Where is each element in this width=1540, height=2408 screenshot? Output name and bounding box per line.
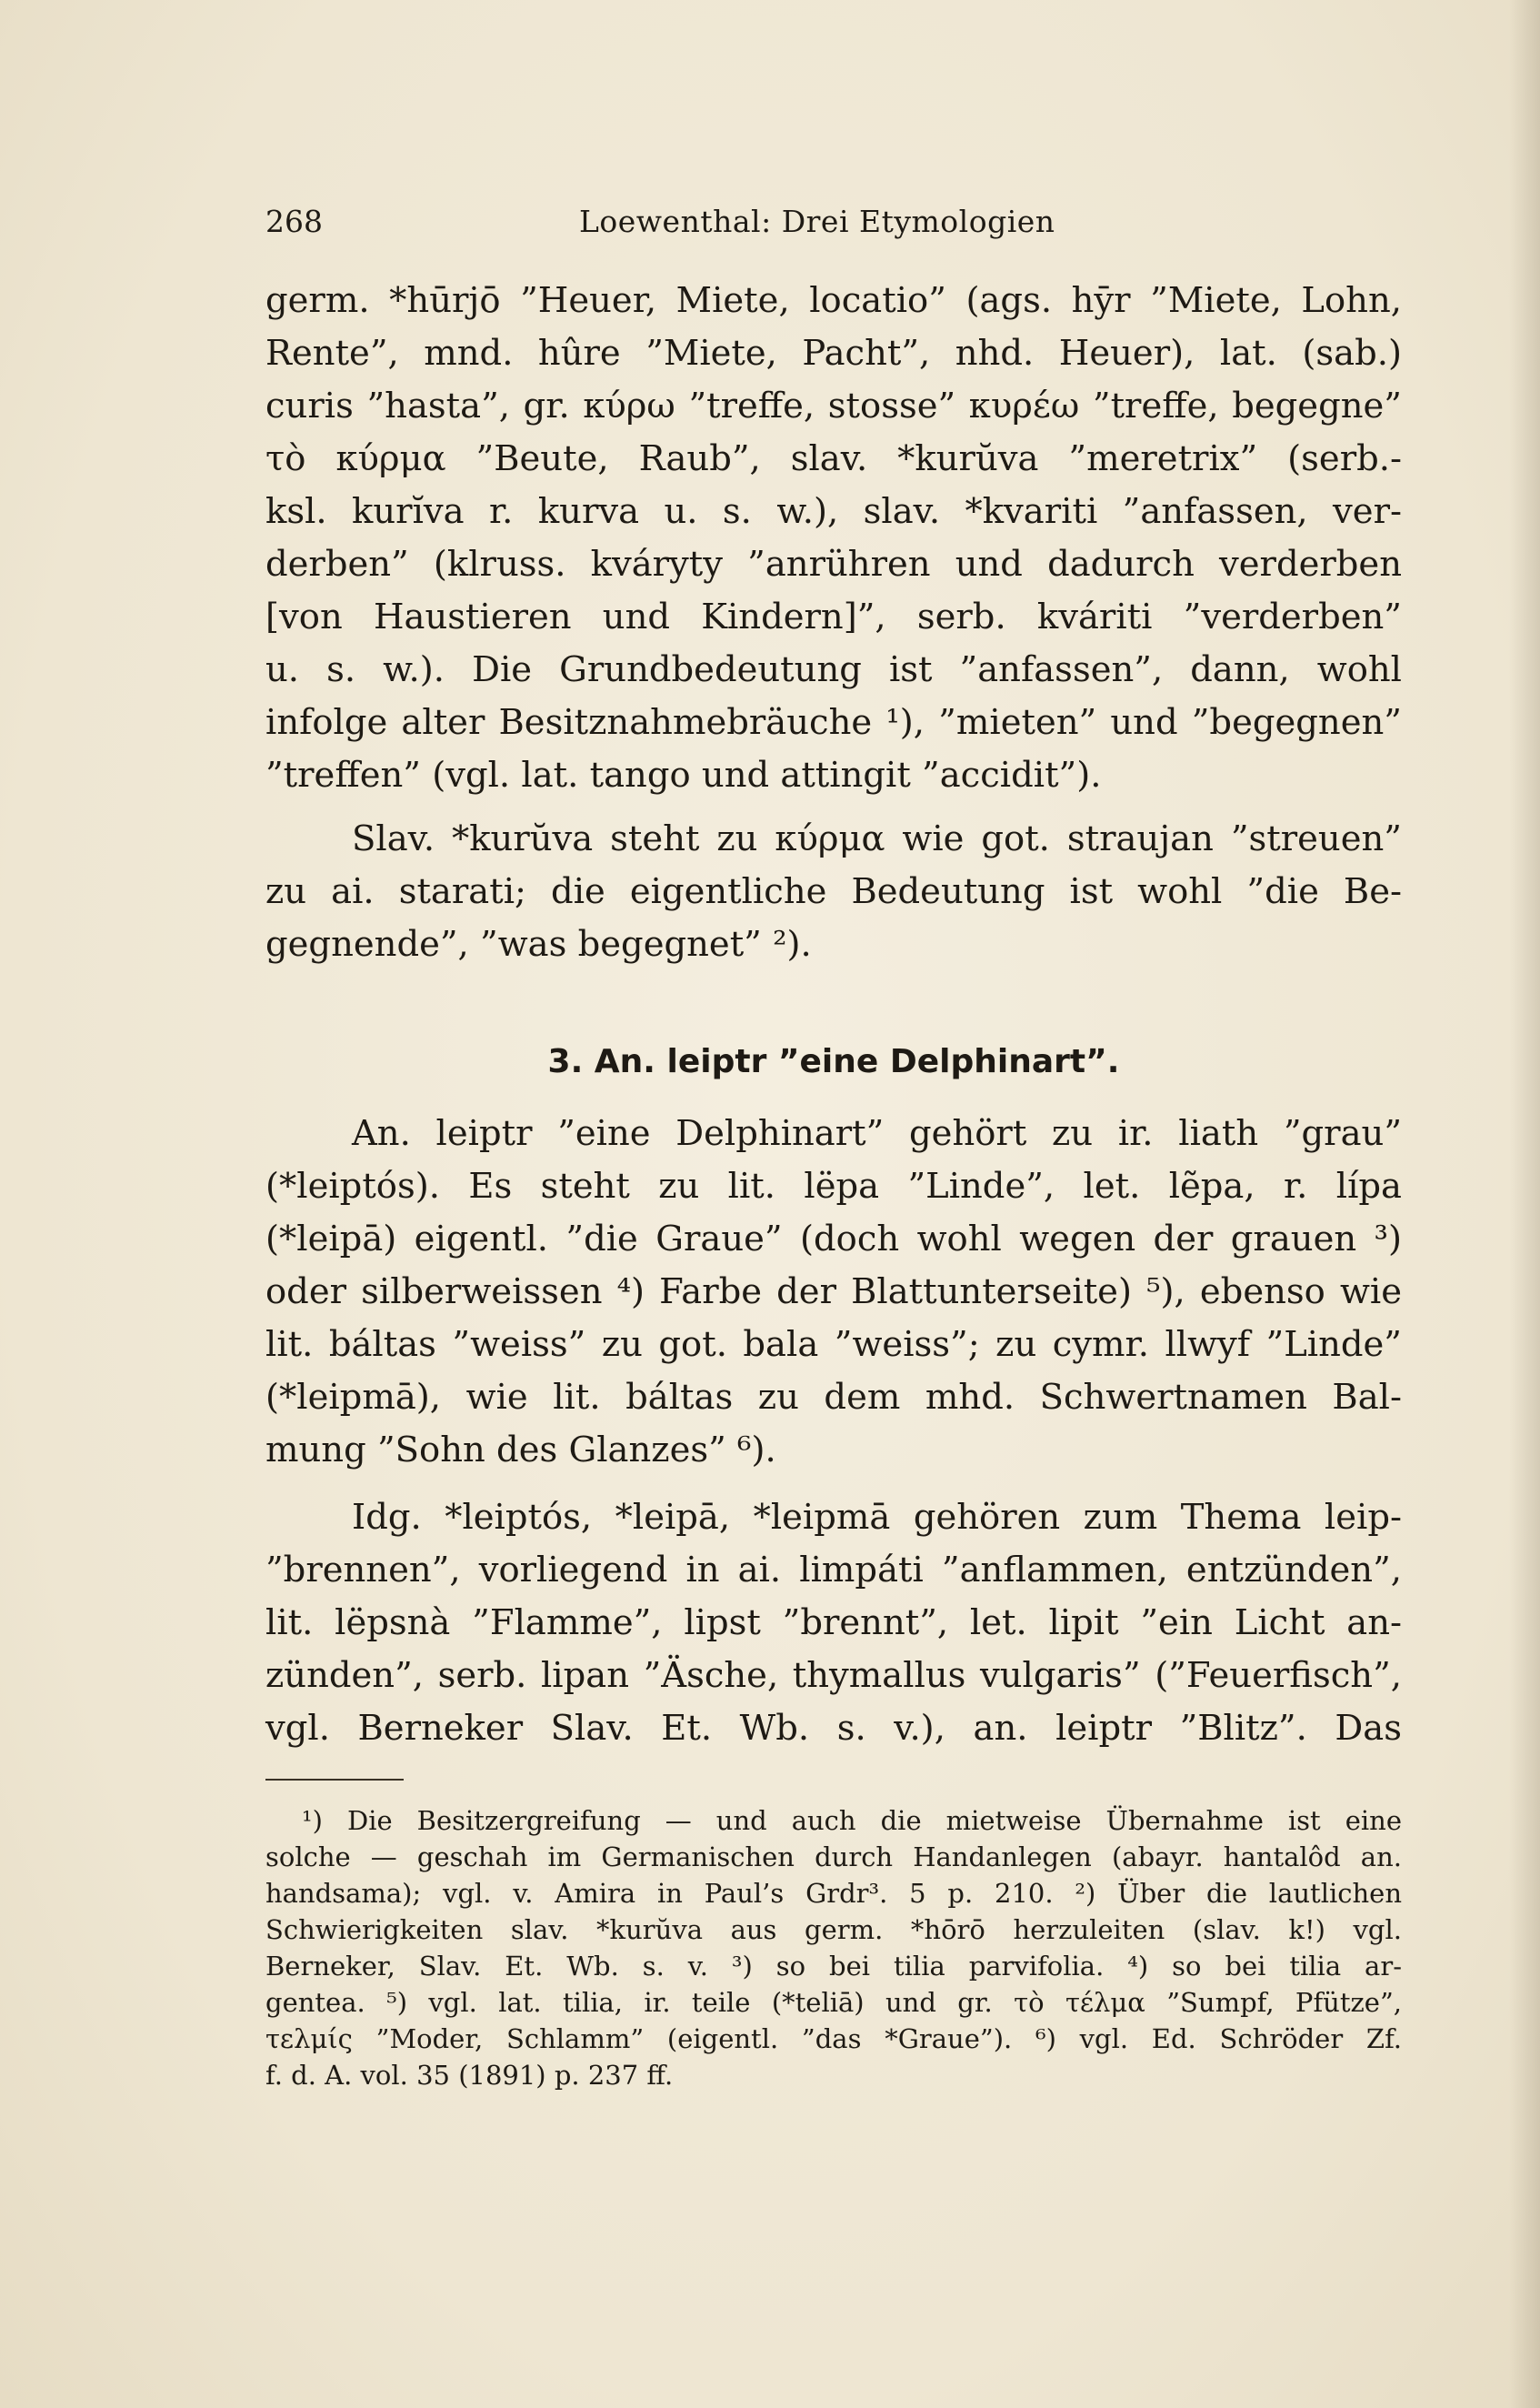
text-line: Rente”, mnd. hûre ”Miete, Pacht”, nhd. Heuer), lat. (sab.) — [265, 333, 1402, 374]
text-line: (*leipā) eigentl. ”die Graue” (doch wohl wegen der grauen ³) — [265, 1219, 1402, 1259]
text-line: Idg. *leiptós, *leipā, *leipmā gehören zum Thema leip- — [352, 1497, 1402, 1538]
footnote-line: τελμίς ”Moder, Schlamm” (eigentl. ”das *Graue”). ⁶) vgl. Ed. Schröder Zf. — [265, 2023, 1402, 2054]
text-line: (*leiptós). Es steht zu lit. lëpa ”Linde”, let. lẽpa, r. lípa — [265, 1166, 1402, 1207]
running-header — [265, 202, 1402, 242]
text-line: zünden”, serb. lipan ”Äsche, thymallus vulgaris” (”Feuerfisch”, — [265, 1655, 1402, 1696]
text-line: oder silberweissen ⁴) Farbe der Blattunterseite) ⁵), ebenso wie — [265, 1271, 1402, 1312]
text-line: gegnende”, ”was begegnet” ²). — [265, 924, 812, 965]
section-heading: 3. An. leiptr ”eine Delphinart”. — [547, 1043, 1120, 1080]
text-line: lit. lëpsnà ”Flamme”, lipst ”brennt”, let. lipit ”ein Licht an- — [265, 1602, 1402, 1643]
text-line: zu ai. starati; die eigentliche Bedeutung ist wohl ”die Be- — [265, 871, 1402, 912]
text-line: vgl. Berneker Slav. Et. Wb. s. v.), an. leiptr ”Blitz”. Das — [265, 1708, 1402, 1749]
footnote-line: f. d. A. vol. 35 (1891) p. 237 ff. — [265, 2060, 674, 2091]
text-line: derben” (klruss. kváryty ”anrühren und dadurch verderben — [265, 544, 1402, 585]
footnote-line: Schwierigkeiten slav. *kurŭva aus germ. *hōrō herzuleiten (slav. k!) vgl. — [265, 1914, 1402, 1945]
footnote-separator — [265, 1779, 404, 1781]
text-line: germ. *hūrjō ”Heuer, Miete, locatio” (ags. hȳr ”Miete, Lohn, — [265, 280, 1402, 321]
text-line: ”treffen” (vgl. lat. tango und attingit ”accidit”). — [265, 755, 1102, 796]
footnote-line: gentea. ⁵) vgl. lat. tilia, ir. teile (*teliā) und gr. τὸ τέλμα ”Sumpf, Pfütze”, — [265, 1987, 1402, 2018]
text-line: [von Haustieren und Kindern]”, serb. kváriti ”verderben” — [265, 597, 1402, 637]
text-line: u. s. w.). Die Grundbedeutung ist ”anfassen”, dann, wohl — [265, 649, 1402, 690]
text-line: ”brennen”, vorliegend in ai. limpáti ”anflammen, entzünden”, — [265, 1550, 1402, 1590]
footnote-line: handsama); vgl. v. Amira in Paul’s Grdr³. 5 p. 210. ²) Über die lautlichen — [265, 1878, 1402, 1909]
text-line: An. leiptr ”eine Delphinart” gehört zu ir. liath ”grau” — [352, 1113, 1402, 1154]
text-line: infolge alter Besitznahmebräuche ¹), ”mieten” und ”begegnen” — [265, 702, 1402, 743]
footnote-line: solche — geschah im Germanischen durch Handanlegen (abayr. hantalôd an. — [265, 1841, 1402, 1872]
text-line: ksl. kurĭva r. kurva u. s. w.), slav. *kvariti ”anfassen, ver- — [265, 491, 1402, 532]
text-line: mung ”Sohn des Glanzes” ⁶). — [265, 1430, 776, 1470]
page-number: 268 — [265, 204, 323, 239]
text-line: Slav. *kurŭva steht zu κύρμα wie got. straujan ”streuen” — [352, 818, 1402, 859]
text-line: curis ”hasta”, gr. κύρω ”treffe, stosse” κυρέω ”treffe, begegne” — [265, 386, 1402, 426]
running-title: Loewenthal: Drei Etymologien — [579, 204, 1055, 239]
footnote-line: ¹) Die Besitzergreifung — und auch die mietweise Übernahme ist eine — [302, 1805, 1402, 1836]
page-fold-shadow — [1509, 0, 1540, 2408]
footnote-line: Berneker, Slav. Et. Wb. s. v. ³) so bei tilia parvifolia. ⁴) so bei tilia ar- — [265, 1951, 1402, 1982]
text-line: lit. báltas ”weiss” zu got. bala ”weiss”; zu cymr. llwyf ”Linde” — [265, 1324, 1402, 1365]
text-line: τὸ κύρμα ”Beute, Raub”, slav. *kurŭva ”meretrix” (serb.- — [265, 438, 1402, 479]
text-line: (*leipmā), wie lit. báltas zu dem mhd. Schwertnamen Bal- — [265, 1377, 1402, 1418]
